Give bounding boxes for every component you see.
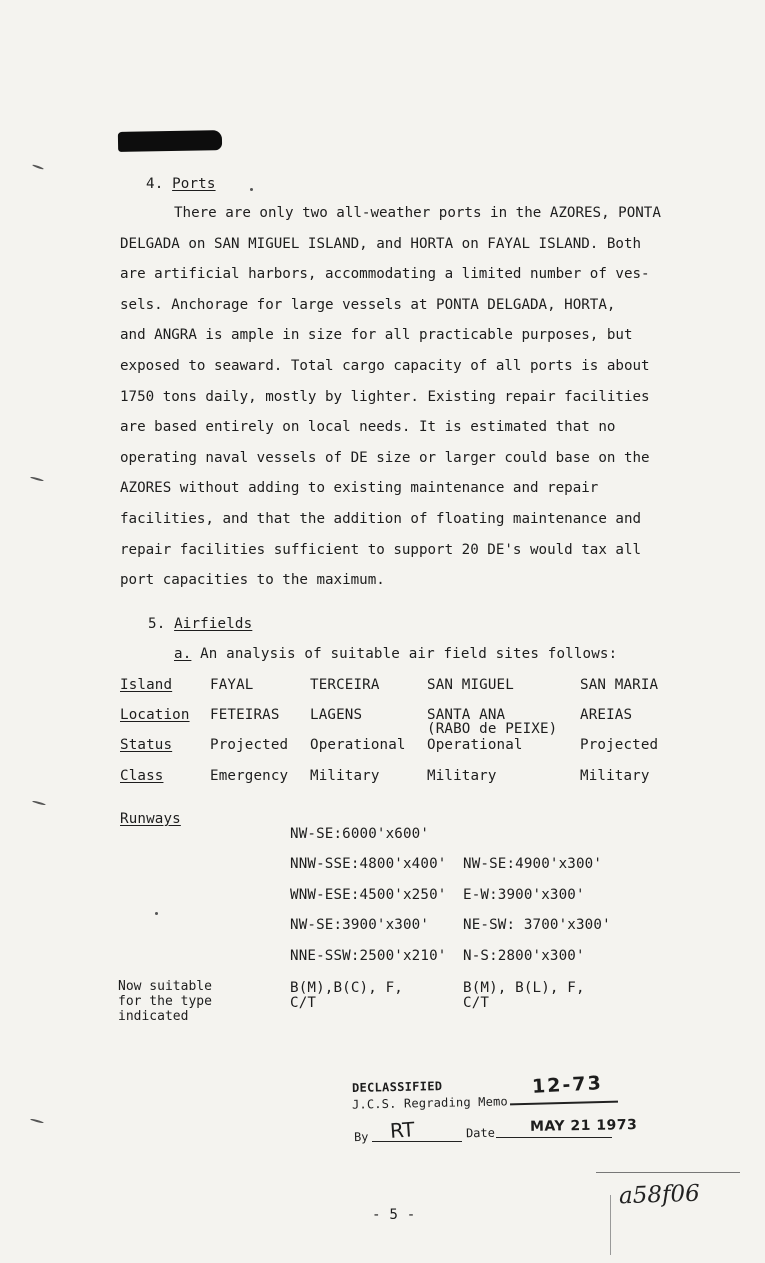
paragraph-line: 1750 tons daily, mostly by lighter. Existing repair facilities xyxy=(120,388,650,405)
paragraph-line: are based entirely on local needs. It is estimated that no xyxy=(120,419,616,436)
stamp-memo-label: J.C.S. Regrading Memo xyxy=(351,1094,509,1112)
stamp-declassified: DECLASSIFIED xyxy=(351,1079,443,1095)
runway-terceira: NNE-SSW:2500'x210' xyxy=(290,948,447,964)
scan-mark xyxy=(250,188,253,191)
paragraph-line: repair facilities sufficient to support 20 DE's would tax all xyxy=(120,541,642,558)
page-number: - 5 - xyxy=(372,1207,416,1223)
cell-class-terceira: Military xyxy=(310,768,380,784)
paragraph-line: port capacities to the maximum. xyxy=(120,572,385,589)
cell-status-sanmiguel: Operational xyxy=(427,737,523,753)
suitable-sanmiguel: B(M), B(L), F, xyxy=(463,980,585,996)
cell-class-fayal: Emergency xyxy=(210,768,289,784)
cell-location-terceira: LAGENS xyxy=(310,707,363,723)
paragraph-line: There are only two all-weather ports in the AZORES, PONTA xyxy=(174,205,661,221)
runway-terceira: NNW-SSE:4800'x400' xyxy=(290,856,447,872)
redaction-bar xyxy=(118,130,222,152)
runway-sanmiguel: E-W:3900'x300' xyxy=(463,887,585,903)
scan-mark xyxy=(155,912,158,915)
paragraph-line: and ANGRA is ample in size for all practicable purposes, but xyxy=(120,327,633,344)
suitable-label: indicated xyxy=(118,1009,189,1024)
stamp-by-label: By xyxy=(353,1129,369,1145)
subsection-text: An analysis of suitable air field sites follows: xyxy=(200,646,618,662)
cell-location-sanmaria: AREIAS xyxy=(580,707,633,723)
paragraph-line: sels. Anchorage for large vessels at PONTA DELGADA, HORTA, xyxy=(120,296,616,313)
suitable-sanmiguel: C/T xyxy=(463,995,490,1011)
runway-terceira: WNW-ESE:4500'x250' xyxy=(290,887,447,903)
cell-status-sanmaria: Projected xyxy=(580,737,659,753)
stamp-date-underline xyxy=(496,1137,612,1138)
paragraph-line: operating naval vessels of DE size or larger could base on the xyxy=(120,449,650,466)
stamp-rule xyxy=(596,1172,740,1173)
cell-location2-sanmiguel: (RABO de PEIXE) xyxy=(427,721,558,737)
suitable-label: for the type xyxy=(118,994,212,1009)
paragraph-line: exposed to seaward. Total cargo capacity of all ports is about xyxy=(120,357,650,374)
cell-island-sanmaria: SAN MARIA xyxy=(580,677,659,693)
section-5-number: 5. xyxy=(148,616,166,632)
row-label-status: Status xyxy=(120,737,173,753)
scan-mark xyxy=(30,1118,44,1124)
row-label-class: Class xyxy=(120,768,164,784)
stamp-date-value: MAY 21 1973 xyxy=(529,1117,638,1135)
cell-location-fayal: FETEIRAS xyxy=(210,707,280,723)
section-4-number: 4. xyxy=(146,176,164,192)
runway-sanmiguel: N-S:2800'x300' xyxy=(463,948,585,964)
scan-mark xyxy=(32,800,46,806)
row-label-island: Island xyxy=(120,677,173,693)
row-label-runways: Runways xyxy=(120,811,181,827)
scan-mark xyxy=(610,1195,611,1255)
handwritten-code: a58f06 xyxy=(618,1180,701,1210)
runway-sanmiguel: NE-SW: 3700'x300' xyxy=(463,917,611,933)
paragraph-line: AZORES without adding to existing maintenance and repair xyxy=(120,480,599,497)
section-5-heading xyxy=(148,616,252,633)
cell-island-fayal: FAYAL xyxy=(210,677,254,693)
scan-mark xyxy=(32,164,44,170)
cell-status-terceira: Operational xyxy=(310,737,406,753)
cell-location-sanmiguel: SANTA ANA xyxy=(427,707,506,723)
suitable-terceira: C/T xyxy=(290,995,317,1011)
cell-island-terceira: TERCEIRA xyxy=(310,677,380,693)
section-5-title: Airfields xyxy=(174,616,253,632)
cell-class-sanmaria: Military xyxy=(580,768,650,784)
cell-class-sanmiguel: Military xyxy=(427,768,497,784)
subsection-a xyxy=(174,646,617,663)
stamp-memo-underline xyxy=(510,1101,618,1106)
stamp-date-label: Date xyxy=(465,1125,496,1141)
suitable-terceira: B(M),B(C), F, xyxy=(290,980,403,996)
subsection-letter: a. xyxy=(174,646,192,662)
section-4-heading xyxy=(146,176,216,193)
scan-mark xyxy=(30,476,44,482)
cell-island-sanmiguel: SAN MIGUEL xyxy=(427,677,514,693)
runway-sanmiguel: NW-SE:4900'x300' xyxy=(463,856,603,872)
stamp-by-underline xyxy=(372,1141,462,1142)
paragraph-line: are artificial harbors, accommodating a limited number of ves- xyxy=(120,266,650,283)
stamp-initials: RT xyxy=(389,1117,416,1143)
ports-paragraph xyxy=(120,198,710,596)
paragraph-line: DELGADA on SAN MIGUEL ISLAND, and HORTA on FAYAL ISLAND. Both xyxy=(120,235,642,252)
cell-status-fayal: Projected xyxy=(210,737,289,753)
stamp-memo-number: 12-73 xyxy=(531,1072,604,1098)
runway-terceira: NW-SE:6000'x600' xyxy=(290,826,430,842)
suitable-label: Now suitable xyxy=(118,979,212,994)
runway-terceira: NW-SE:3900'x300' xyxy=(290,917,430,933)
paragraph-line: facilities, and that the addition of floating maintenance and xyxy=(120,510,642,527)
row-label-location: Location xyxy=(120,707,190,723)
section-4-title: Ports xyxy=(172,176,216,192)
